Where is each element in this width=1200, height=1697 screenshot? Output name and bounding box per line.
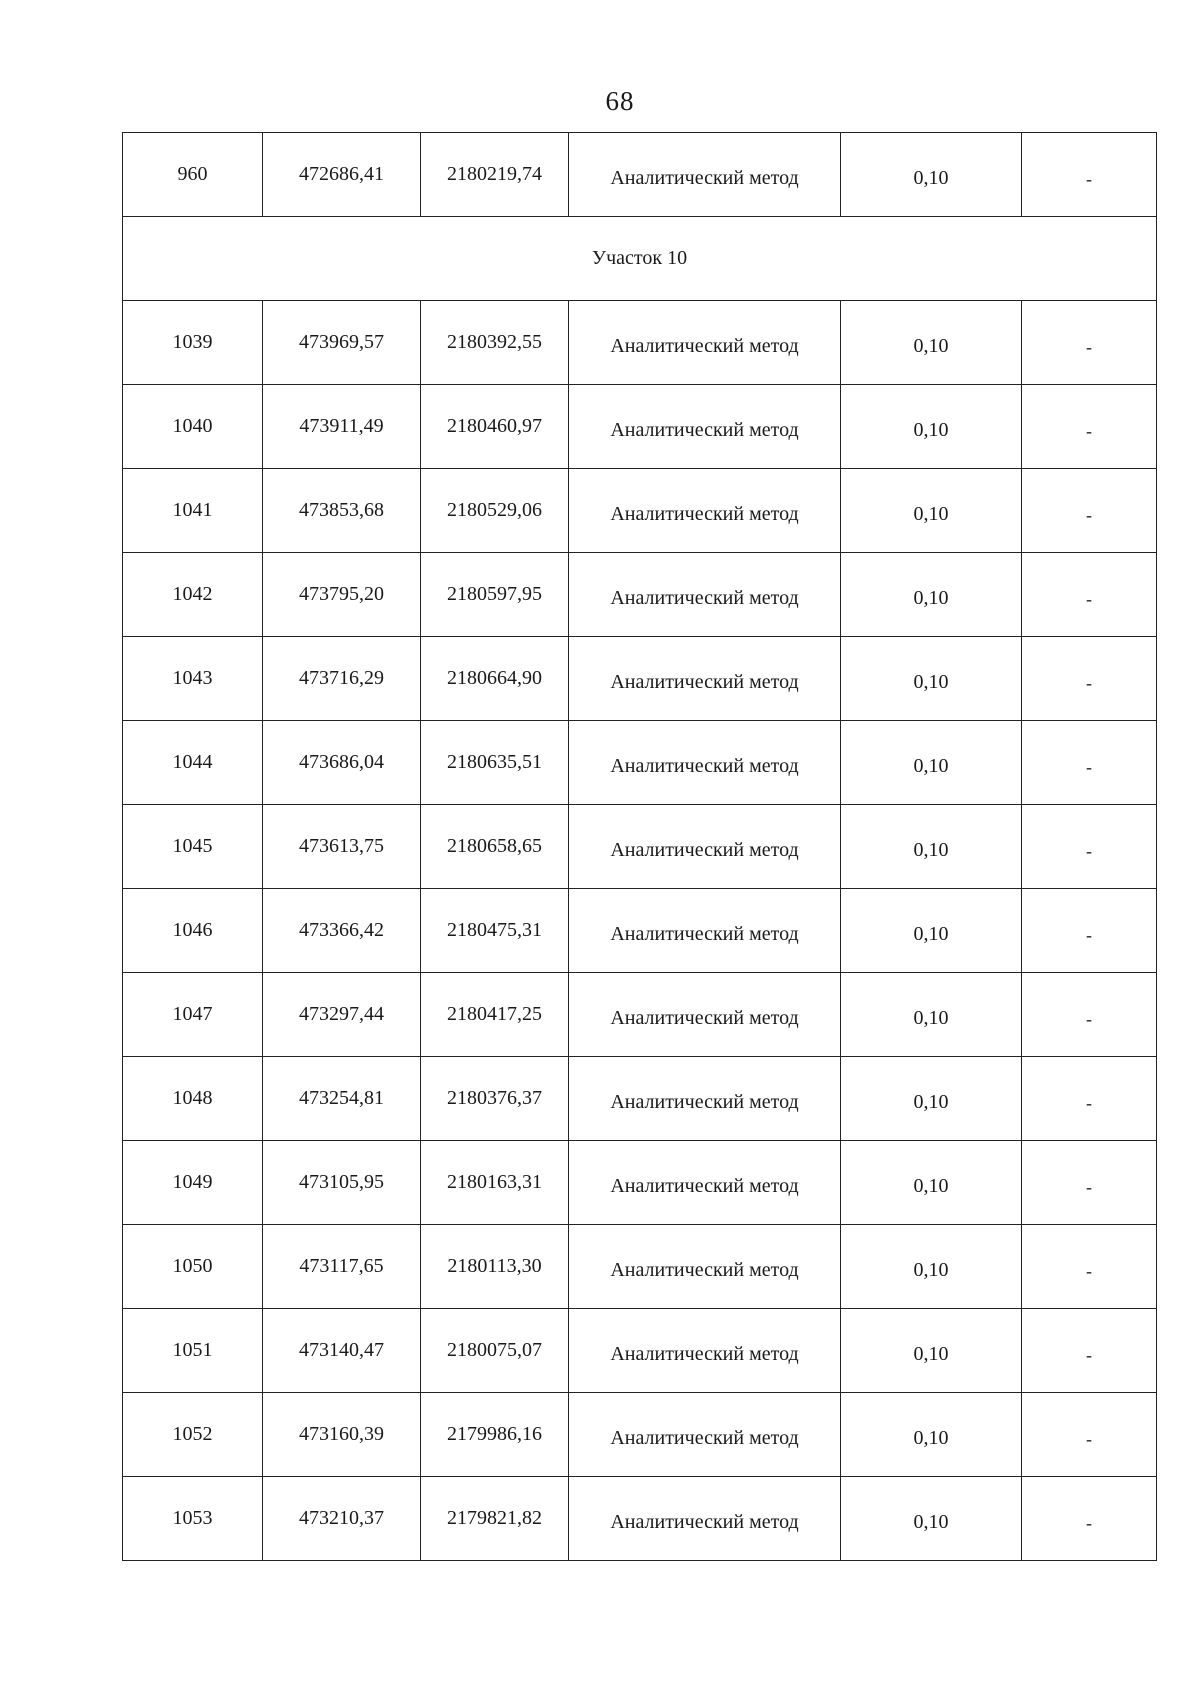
method-cell: Аналитический метод — [569, 469, 841, 553]
x-coordinate-cell: 473969,57 — [263, 301, 421, 385]
method-cell: Аналитический метод — [569, 1225, 841, 1309]
table-row — [123, 637, 1157, 721]
point-number-cell: 1049 — [123, 1141, 263, 1225]
point-number-cell: 1050 — [123, 1225, 263, 1309]
note-cell: - — [1022, 385, 1157, 469]
page-number: 68 — [605, 86, 635, 116]
method-cell: Аналитический метод — [569, 1141, 841, 1225]
table-row — [123, 385, 1157, 469]
point-number-cell: 1043 — [123, 637, 263, 721]
note-cell: - — [1022, 637, 1157, 721]
method-cell: Аналитический метод — [569, 973, 841, 1057]
note-cell: - — [1022, 301, 1157, 385]
y-coordinate-cell: 2180376,37 — [421, 1057, 569, 1141]
x-coordinate-cell: 473853,68 — [263, 469, 421, 553]
point-number-cell: 1047 — [123, 973, 263, 1057]
y-coordinate-cell: 2180417,25 — [421, 973, 569, 1057]
table-row — [123, 1393, 1157, 1477]
table-row — [123, 1141, 1157, 1225]
accuracy-cell: 0,10 — [841, 637, 1022, 721]
note-cell: - — [1022, 1477, 1157, 1561]
note-cell: - — [1022, 1393, 1157, 1477]
point-number-cell: 1040 — [123, 385, 263, 469]
method-cell: Аналитический метод — [569, 1057, 841, 1141]
method-cell: Аналитический метод — [569, 553, 841, 637]
accuracy-cell: 0,10 — [841, 805, 1022, 889]
accuracy-cell: 0,10 — [841, 469, 1022, 553]
table-row — [123, 889, 1157, 973]
x-coordinate-cell: 473160,39 — [263, 1393, 421, 1477]
note-cell: - — [1022, 133, 1157, 217]
note-cell: - — [1022, 889, 1157, 973]
method-cell: Аналитический метод — [569, 133, 841, 217]
y-coordinate-cell: 2179986,16 — [421, 1393, 569, 1477]
accuracy-cell: 0,10 — [841, 385, 1022, 469]
accuracy-cell: 0,10 — [841, 889, 1022, 973]
coordinates-table — [122, 132, 1157, 1561]
x-coordinate-cell: 473210,37 — [263, 1477, 421, 1561]
y-coordinate-cell: 2180664,90 — [421, 637, 569, 721]
y-coordinate-cell: 2180113,30 — [421, 1225, 569, 1309]
y-coordinate-cell: 2180392,55 — [421, 301, 569, 385]
point-number-cell: 960 — [123, 133, 263, 217]
x-coordinate-cell: 473613,75 — [263, 805, 421, 889]
note-cell: - — [1022, 721, 1157, 805]
table-row — [123, 469, 1157, 553]
accuracy-cell: 0,10 — [841, 1309, 1022, 1393]
accuracy-cell: 0,10 — [841, 721, 1022, 805]
note-cell: - — [1022, 1225, 1157, 1309]
x-coordinate-cell: 473297,44 — [263, 973, 421, 1057]
accuracy-cell: 0,10 — [841, 1393, 1022, 1477]
note-cell: - — [1022, 1141, 1157, 1225]
accuracy-cell: 0,10 — [841, 553, 1022, 637]
section-row — [123, 217, 1157, 301]
point-number-cell: 1046 — [123, 889, 263, 973]
point-number-cell: 1041 — [123, 469, 263, 553]
accuracy-cell: 0,10 — [841, 1477, 1022, 1561]
method-cell: Аналитический метод — [569, 805, 841, 889]
note-cell: - — [1022, 469, 1157, 553]
note-cell: - — [1022, 1309, 1157, 1393]
point-number-cell: 1048 — [123, 1057, 263, 1141]
x-coordinate-cell: 473140,47 — [263, 1309, 421, 1393]
y-coordinate-cell: 2180529,06 — [421, 469, 569, 553]
table-row — [123, 1477, 1157, 1561]
method-cell: Аналитический метод — [569, 721, 841, 805]
point-number-cell: 1044 — [123, 721, 263, 805]
point-number-cell: 1051 — [123, 1309, 263, 1393]
table-row — [123, 553, 1157, 637]
table-row — [123, 973, 1157, 1057]
y-coordinate-cell: 2180475,31 — [421, 889, 569, 973]
method-cell: Аналитический метод — [569, 301, 841, 385]
x-coordinate-cell: 472686,41 — [263, 133, 421, 217]
table-row — [123, 1225, 1157, 1309]
table-row — [123, 721, 1157, 805]
method-cell: Аналитический метод — [569, 1393, 841, 1477]
point-number-cell: 1039 — [123, 301, 263, 385]
x-coordinate-cell: 473117,65 — [263, 1225, 421, 1309]
y-coordinate-cell: 2180658,65 — [421, 805, 569, 889]
table-row — [123, 805, 1157, 889]
y-coordinate-cell: 2180219,74 — [421, 133, 569, 217]
coordinates-table-body — [123, 133, 1157, 1561]
point-number-cell: 1052 — [123, 1393, 263, 1477]
note-cell: - — [1022, 805, 1157, 889]
method-cell: Аналитический метод — [569, 889, 841, 973]
x-coordinate-cell: 473254,81 — [263, 1057, 421, 1141]
table-row — [123, 1057, 1157, 1141]
y-coordinate-cell: 2180635,51 — [421, 721, 569, 805]
point-number-cell: 1042 — [123, 553, 263, 637]
y-coordinate-cell: 2180163,31 — [421, 1141, 569, 1225]
accuracy-cell: 0,10 — [841, 1225, 1022, 1309]
method-cell: Аналитический метод — [569, 1309, 841, 1393]
section-label: Участок 10 — [123, 217, 1157, 301]
table-row — [123, 301, 1157, 385]
accuracy-cell: 0,10 — [841, 301, 1022, 385]
x-coordinate-cell: 473105,95 — [263, 1141, 421, 1225]
method-cell: Аналитический метод — [569, 385, 841, 469]
accuracy-cell: 0,10 — [841, 1141, 1022, 1225]
method-cell: Аналитический метод — [569, 637, 841, 721]
x-coordinate-cell: 473716,29 — [263, 637, 421, 721]
note-cell: - — [1022, 1057, 1157, 1141]
x-coordinate-cell: 473366,42 — [263, 889, 421, 973]
y-coordinate-cell: 2179821,82 — [421, 1477, 569, 1561]
point-number-cell: 1045 — [123, 805, 263, 889]
table-row — [123, 133, 1157, 217]
y-coordinate-cell: 2180460,97 — [421, 385, 569, 469]
method-cell: Аналитический метод — [569, 1477, 841, 1561]
accuracy-cell: 0,10 — [841, 973, 1022, 1057]
y-coordinate-cell: 2180075,07 — [421, 1309, 569, 1393]
point-number-cell: 1053 — [123, 1477, 263, 1561]
accuracy-cell: 0,10 — [841, 133, 1022, 217]
table-row — [123, 1309, 1157, 1393]
x-coordinate-cell: 473795,20 — [263, 553, 421, 637]
note-cell: - — [1022, 973, 1157, 1057]
y-coordinate-cell: 2180597,95 — [421, 553, 569, 637]
note-cell: - — [1022, 553, 1157, 637]
x-coordinate-cell: 473911,49 — [263, 385, 421, 469]
x-coordinate-cell: 473686,04 — [263, 721, 421, 805]
accuracy-cell: 0,10 — [841, 1057, 1022, 1141]
